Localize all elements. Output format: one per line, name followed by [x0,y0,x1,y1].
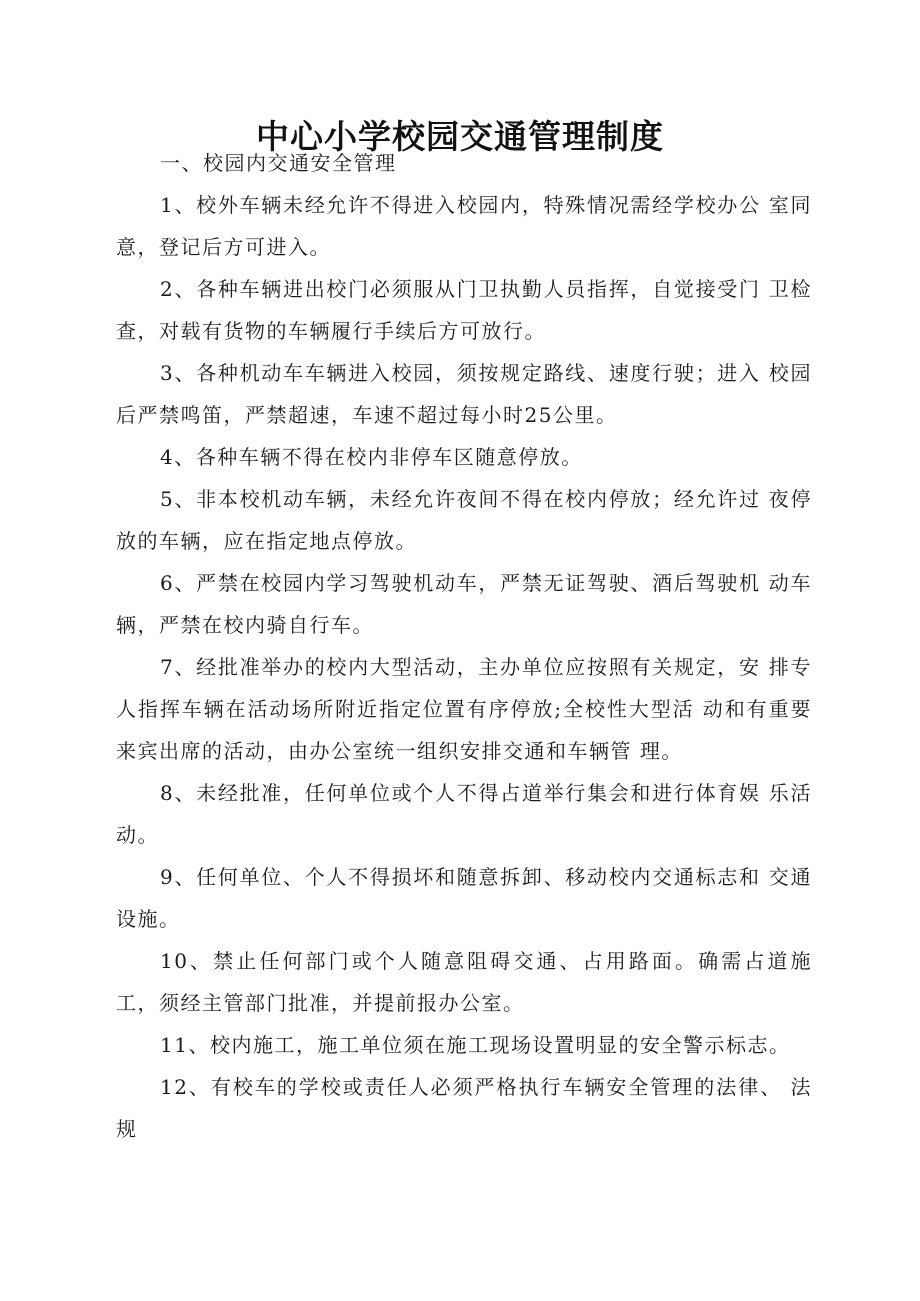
paragraph-4: 4、各种车辆不得在校内非停车区随意停放。 [160,445,583,469]
document-title: 中心小学校园交通管理制度 [256,117,664,157]
paragraph-6: 6、严禁在校园内学习驾驶机动车，严禁无证驾驶、酒后驾驶机 动车辆，严禁在校内骑自行车。 [116,571,812,637]
paragraph-8: 8、未经批准，任何单位或个人不得占道举行集会和进行体育娱 乐活动。 [116,781,812,847]
paragraph-2: 2、各种车辆进出校门必须服从门卫执勤人员指挥，自觉接受门 卫检查，对载有货物的车辆履行手续后方可放行。 [116,277,812,343]
paragraph-9: 9、任何单位、个人不得损坏和随意拆卸、移动校内交通标志和 交通设施。 [116,865,812,931]
paragraph-5: 5、非本校机动车辆，未经允许夜间不得在校内停放；经允许过 夜停放的车辆，应在指定地点停放。 [116,487,812,553]
paragraph-10: 10、禁止任何部门或个人随意阻碍交通、占用路面。确需占道施 工，须经主管部门批准，并提前报办公室。 [116,949,812,1015]
section-heading: 一、校园内交通安全管理 [160,151,397,175]
paragraph-7: 7、经批准举办的校内大型活动，主办单位应按照有关规定，安 排专人指挥车辆在活动场所附近指定位置有序停放;全校性大型活 动和有重要来宾出席的活动，由办公室统一组织安排交通和车辆管 理。 [116,655,812,763]
document-body [116,142,812,1150]
paragraph-12: 12、有校车的学校或责任人必须严格执行车辆安全管理的法律、 法规 [116,1075,812,1141]
paragraph-3: 3、各种机动车车辆进入校园，须按规定路线、速度行驶；进入 校园后严禁鸣笛，严禁超速，车速不超过每小时25公里。 [116,361,812,427]
paragraph-11: 11、校内施工，施工单位须在施工现场设置明显的安全警示标志。 [160,1033,791,1057]
paragraph-1: 1、校外车辆未经允许不得进入校园内，特殊情况需经学校办公 室同意，登记后方可进入。 [116,193,812,259]
